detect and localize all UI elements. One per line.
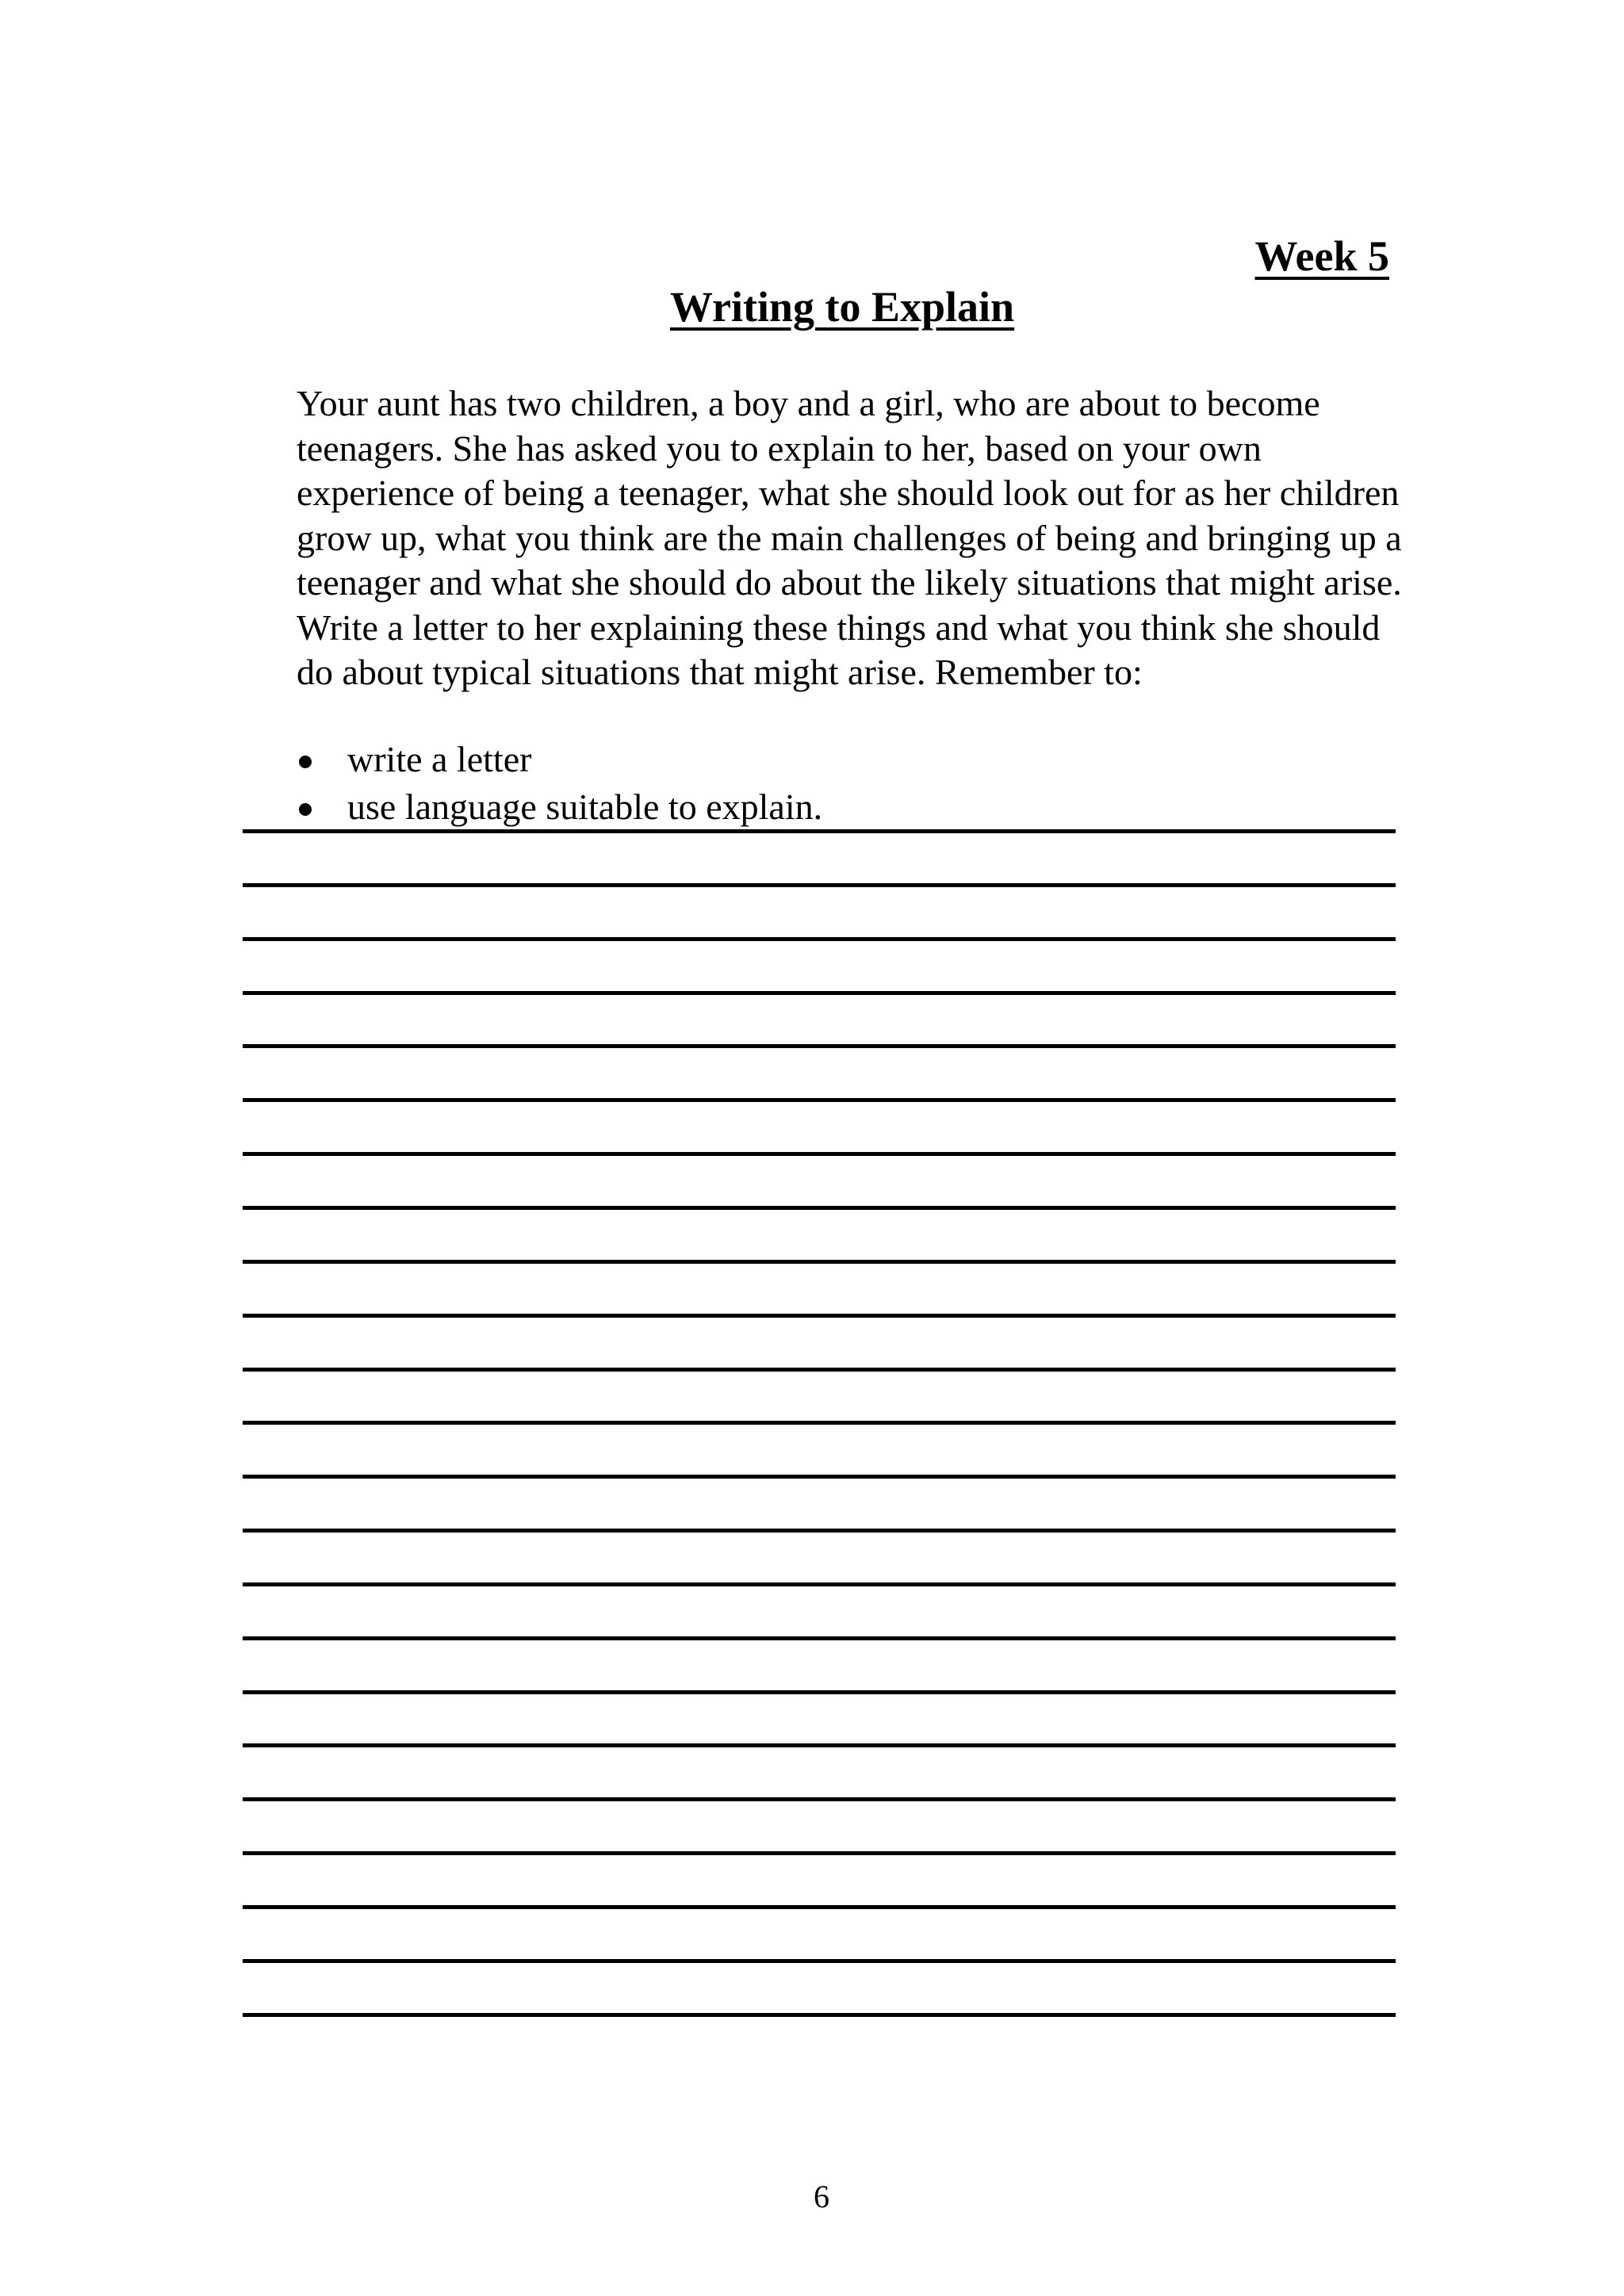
writing-line [243,991,1396,995]
writing-line [243,1690,1396,1694]
writing-line [243,1206,1396,1210]
writing-line [243,1797,1396,1801]
writing-line [243,829,1396,833]
writing-line [243,1475,1396,1479]
writing-line [243,883,1396,887]
reminder-text: write a letter [347,739,532,779]
writing-line [243,1959,1396,1963]
writing-line [243,1636,1396,1640]
writing-line [243,1098,1396,1102]
writing-line [243,1314,1396,1318]
writing-line [243,1368,1396,1372]
writing-line [243,1260,1396,1264]
task-prompt: Your aunt has two children, a boy and a girl, who are about to become teenagers. She has asked you to explain to her, based on your own experience of being a teenager, what she should look out for as her children grow up, what you think are the main challenges of being and bringing up a teenager and what she should do about the likely situations that might arise. Write a letter to her explaining these things and what you think she should do about typical situations that might arise. Remember to: [297,383,1402,692]
writing-line [243,1421,1396,1425]
page-title: Writing to Explain [669,283,1015,331]
writing-line [243,2013,1396,2017]
writing-line [243,937,1396,941]
writing-line [243,1582,1396,1586]
writing-line [243,1044,1396,1048]
writing-line [243,1743,1396,1747]
writing-line [243,1529,1396,1533]
writing-area[interactable] [243,0,1396,2296]
writing-line [243,1152,1396,1156]
reminder-text: use language suitable to explain. [347,786,823,827]
week-label: Week 5 [1254,232,1389,280]
writing-line [243,1905,1396,1909]
page-number: 6 [814,2179,829,2214]
writing-line [243,1851,1396,1855]
